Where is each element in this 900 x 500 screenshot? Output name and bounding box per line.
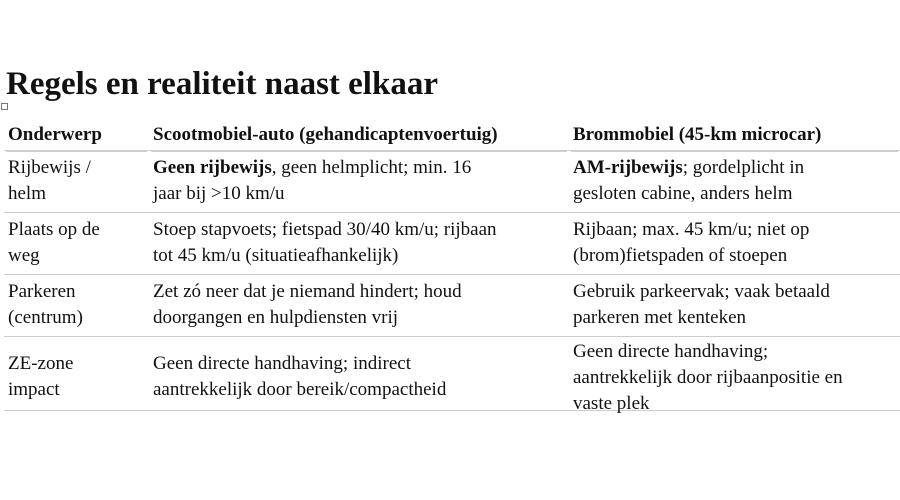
table-row-brommobiel bbox=[569, 151, 900, 213]
cell-line: Geen directe handhaving; indirect bbox=[153, 353, 411, 374]
cell-line: jaar bij >10 km/u bbox=[153, 183, 285, 204]
table-row-subject bbox=[4, 275, 149, 337]
cell-line: Parkeren bbox=[8, 281, 76, 302]
table-anchor-handle[interactable] bbox=[1, 103, 8, 110]
header-scootmobiel: Scootmobiel-auto (gehandicaptenvoertuig) bbox=[149, 115, 569, 151]
cell-line: tot 45 km/u (situatieafhankelijk) bbox=[153, 245, 399, 266]
cell-line: (brom)fietspaden of stoepen bbox=[573, 245, 788, 266]
page-title: Regels en realiteit naast elkaar bbox=[6, 66, 438, 102]
cell-line: ZE-zone bbox=[8, 353, 74, 374]
cell-text: ; gordelplicht in bbox=[682, 157, 805, 178]
cell-line: parkeren met kenteken bbox=[573, 307, 747, 328]
cell-line: Zet zó neer dat je niemand hindert; houd bbox=[153, 281, 462, 302]
cell-line: Geen directe handhaving; bbox=[573, 341, 769, 362]
table-row-subject bbox=[4, 213, 149, 275]
emphasis-text: AM-rijbewijs bbox=[573, 157, 683, 178]
table-row-brommobiel bbox=[569, 213, 900, 275]
table-row-scootmobiel bbox=[149, 337, 569, 411]
table-row-brommobiel bbox=[569, 337, 900, 414]
cell-line: weg bbox=[8, 245, 40, 266]
table-row-scootmobiel bbox=[149, 213, 569, 275]
cell-line: aantrekkelijk door rijbaanpositie en bbox=[573, 367, 843, 388]
cell-line: impact bbox=[8, 379, 60, 400]
table-row-subject bbox=[4, 151, 149, 213]
cell-line: Stoep stapvoets; fietspad 30/40 km/u; rijbaan bbox=[153, 219, 497, 240]
cell-line: helm bbox=[8, 183, 46, 204]
cell-line: Gebruik parkeervak; vaak betaald bbox=[573, 281, 830, 302]
emphasis-text: Geen rijbewijs bbox=[153, 157, 272, 178]
cell-text: , geen helmplicht; min. 16 bbox=[271, 157, 472, 178]
cell-line: Rijbewijs / bbox=[8, 157, 91, 178]
table-row-brommobiel bbox=[569, 275, 900, 337]
header-subject: Onderwerp bbox=[4, 115, 149, 151]
cell-line: gesloten cabine, anders helm bbox=[573, 183, 793, 204]
cell-line: vaste plek bbox=[573, 393, 650, 414]
header-brommobiel: Brommobiel (45-km microcar) bbox=[569, 115, 900, 151]
cell-line: Plaats op de bbox=[8, 219, 100, 240]
cell-line: Rijbaan; max. 45 km/u; niet op bbox=[573, 219, 810, 240]
table-row-subject bbox=[4, 337, 149, 411]
table-row-scootmobiel bbox=[149, 275, 569, 337]
comparison-table bbox=[4, 115, 900, 414]
table-row-scootmobiel bbox=[149, 151, 569, 213]
cell-line: doorgangen en hulpdiensten vrij bbox=[153, 307, 399, 328]
cell-line: (centrum) bbox=[8, 307, 83, 328]
cell-line: aantrekkelijk door bereik/compactheid bbox=[153, 379, 447, 400]
